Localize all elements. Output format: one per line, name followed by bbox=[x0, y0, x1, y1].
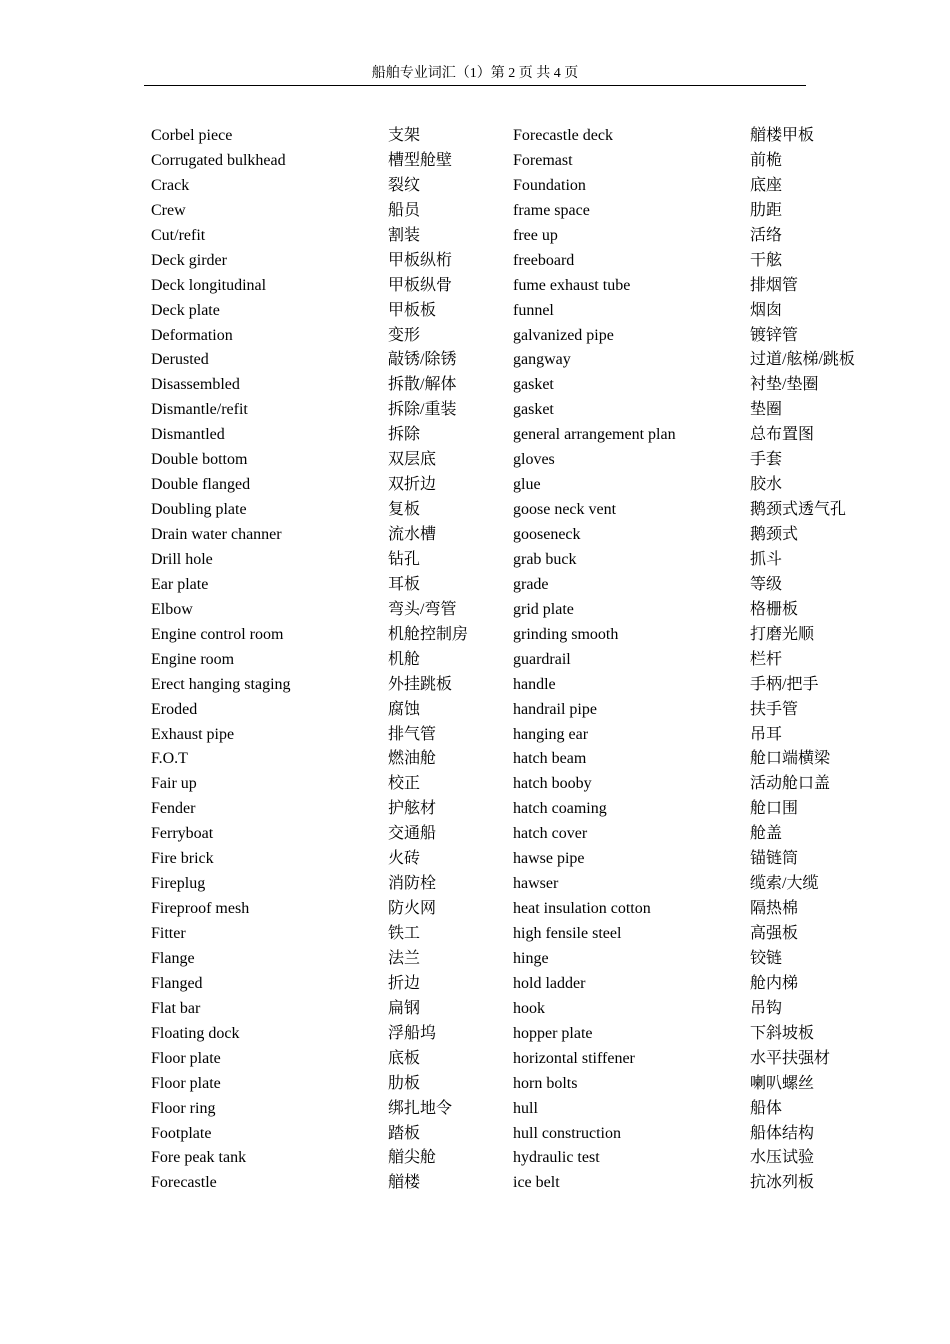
vocab-row bbox=[0, 897, 950, 922]
term-chinese-left: 流水槽 bbox=[388, 526, 437, 543]
term-english-left: Corrugated bulkhead bbox=[151, 151, 286, 169]
term-chinese-right: 栏杆 bbox=[750, 650, 783, 668]
term-english-right: hawser bbox=[513, 875, 559, 893]
term-english-left: Exhaust pipe bbox=[151, 725, 235, 743]
term-english-right: hanging ear bbox=[513, 725, 589, 743]
term-english-left: Crack bbox=[151, 176, 190, 194]
vocab-row bbox=[0, 1022, 950, 1047]
term-chinese-left: 艏楼 bbox=[388, 1174, 421, 1192]
term-english-left: Drain water channer bbox=[151, 526, 282, 543]
term-chinese-right: 铰链 bbox=[750, 949, 783, 967]
term-chinese-right: 扶手管 bbox=[750, 700, 799, 718]
vocab-row bbox=[0, 523, 950, 548]
term-chinese-left: 支架 bbox=[388, 127, 421, 144]
term-english-right: grab buck bbox=[513, 550, 577, 568]
term-english-left: Engine control room bbox=[151, 625, 284, 643]
vocab-row bbox=[0, 997, 950, 1022]
term-chinese-left: 踏板 bbox=[388, 1124, 421, 1142]
vocab-row bbox=[0, 423, 950, 448]
vocab-row bbox=[0, 448, 950, 473]
term-english-right: horizontal stiffener bbox=[513, 1049, 635, 1067]
term-english-left: Double flanged bbox=[151, 476, 251, 494]
term-english-right: high fensile steel bbox=[513, 925, 622, 942]
term-english-right: hull construction bbox=[513, 1124, 621, 1142]
term-english-left: Deck girder bbox=[151, 251, 227, 269]
term-english-left: Fore peak tank bbox=[151, 1149, 247, 1167]
term-chinese-left: 机舱控制房 bbox=[388, 625, 469, 643]
term-chinese-right: 活动舱口盖 bbox=[750, 775, 831, 793]
term-english-right: guardrail bbox=[513, 650, 571, 668]
term-english-right: glue bbox=[513, 476, 541, 494]
term-chinese-right: 活络 bbox=[750, 226, 783, 244]
vocab-row bbox=[0, 747, 950, 772]
term-english-left: Elbow bbox=[151, 600, 193, 618]
vocab-row bbox=[0, 124, 950, 149]
vocab-row bbox=[0, 797, 950, 822]
term-chinese-right: 垫圈 bbox=[750, 401, 783, 419]
term-english-left: Flanged bbox=[151, 974, 203, 992]
term-english-right: general arrangement plan bbox=[513, 426, 676, 444]
term-english-left: Floating dock bbox=[151, 1024, 240, 1042]
term-english-left: Fair up bbox=[151, 775, 197, 793]
vocab-row bbox=[0, 224, 950, 249]
term-english-right: frame space bbox=[513, 201, 590, 219]
term-english-left: Deformation bbox=[151, 326, 233, 344]
term-chinese-left: 甲板纵桁 bbox=[388, 251, 453, 269]
term-chinese-left: 甲板纵骨 bbox=[388, 276, 453, 294]
term-chinese-right: 抗冰列板 bbox=[750, 1174, 815, 1192]
term-english-left: Flat bar bbox=[151, 999, 201, 1017]
vocab-row bbox=[0, 199, 950, 224]
term-chinese-left: 法兰 bbox=[388, 949, 421, 967]
term-chinese-left: 钻孔 bbox=[388, 550, 421, 568]
term-chinese-right: 干舷 bbox=[750, 251, 783, 269]
term-english-right: galvanized pipe bbox=[513, 326, 614, 344]
term-chinese-left: 绑扎地令 bbox=[388, 1099, 453, 1117]
term-english-left: Dismantle/refit bbox=[151, 401, 248, 419]
vocab-row bbox=[0, 274, 950, 299]
term-chinese-right: 舱口围 bbox=[750, 800, 799, 818]
vocab-row bbox=[0, 673, 950, 698]
term-chinese-left: 变形 bbox=[388, 326, 421, 344]
term-english-left: Doubling plate bbox=[151, 501, 247, 519]
term-english-right: funnel bbox=[513, 301, 554, 319]
vocab-row bbox=[0, 548, 950, 573]
term-chinese-right: 排烟管 bbox=[750, 276, 799, 294]
term-english-right: heat insulation cotton bbox=[513, 900, 651, 918]
term-english-left: Eroded bbox=[151, 700, 198, 718]
term-chinese-right: 鹅颈式 bbox=[750, 526, 799, 543]
vocab-row bbox=[0, 473, 950, 498]
term-english-left: Double bottom bbox=[151, 451, 248, 469]
term-english-right: gooseneck bbox=[513, 526, 581, 543]
term-chinese-right: 船体 bbox=[750, 1099, 783, 1117]
term-chinese-right: 隔热棉 bbox=[750, 900, 799, 918]
vocab-row bbox=[0, 623, 950, 648]
vocab-row bbox=[0, 847, 950, 872]
term-english-left: Derusted bbox=[151, 351, 209, 369]
term-english-right: grade bbox=[513, 575, 549, 593]
term-english-left: Crew bbox=[151, 201, 186, 219]
vocab-row bbox=[0, 723, 950, 748]
term-english-right: hatch cover bbox=[513, 825, 588, 843]
term-english-right: gasket bbox=[513, 376, 554, 394]
term-chinese-right: 肋距 bbox=[750, 201, 783, 219]
term-english-left: Ear plate bbox=[151, 575, 209, 593]
term-english-right: gasket bbox=[513, 401, 554, 419]
term-chinese-left: 拆散/解体 bbox=[388, 376, 457, 394]
term-english-right: hatch coaming bbox=[513, 800, 607, 818]
term-chinese-right: 手套 bbox=[750, 451, 783, 469]
term-chinese-right: 手柄/把手 bbox=[750, 675, 819, 693]
vocab-row bbox=[0, 972, 950, 997]
term-chinese-left: 槽型舱壁 bbox=[388, 151, 453, 169]
term-english-right: horn bolts bbox=[513, 1074, 578, 1092]
term-chinese-left: 裂纹 bbox=[388, 176, 421, 194]
vocab-row bbox=[0, 772, 950, 797]
term-chinese-left: 甲板板 bbox=[388, 301, 437, 319]
vocab-row bbox=[0, 174, 950, 199]
vocab-row bbox=[0, 1097, 950, 1122]
term-chinese-right: 舱盖 bbox=[750, 825, 783, 843]
term-english-right: handle bbox=[513, 675, 556, 693]
term-english-right: hold ladder bbox=[513, 974, 586, 992]
term-chinese-left: 割装 bbox=[388, 226, 421, 244]
term-english-left: Ferryboat bbox=[151, 825, 214, 843]
term-english-right: ice belt bbox=[513, 1174, 560, 1192]
term-chinese-left: 燃油舱 bbox=[388, 750, 437, 768]
term-chinese-right: 鹅颈式透气孔 bbox=[750, 501, 847, 519]
term-chinese-left: 护舷材 bbox=[388, 800, 437, 818]
term-english-right: hull bbox=[513, 1099, 538, 1117]
term-chinese-right: 打磨光顺 bbox=[750, 625, 815, 643]
term-english-left: Fire brick bbox=[151, 850, 214, 868]
term-chinese-right: 总布置图 bbox=[750, 426, 815, 444]
term-english-left: Forecastle bbox=[151, 1174, 217, 1192]
vocab-row bbox=[0, 822, 950, 847]
term-chinese-left: 外挂跳板 bbox=[388, 675, 453, 693]
vocab-row bbox=[0, 1072, 950, 1097]
term-chinese-right: 缆索/大缆 bbox=[750, 875, 819, 893]
term-chinese-right: 船体结构 bbox=[750, 1124, 815, 1142]
term-english-right: fume exhaust tube bbox=[513, 276, 631, 294]
term-chinese-left: 排气管 bbox=[388, 725, 437, 743]
term-english-right: hydraulic test bbox=[513, 1149, 600, 1167]
term-english-right: grid plate bbox=[513, 600, 574, 618]
vocab-row bbox=[0, 324, 950, 349]
vocab-row bbox=[0, 648, 950, 673]
vocab-row bbox=[0, 872, 950, 897]
term-english-right: Foundation bbox=[513, 176, 586, 194]
vocab-row bbox=[0, 299, 950, 324]
term-chinese-right: 水平扶强材 bbox=[750, 1049, 831, 1067]
term-chinese-right: 底座 bbox=[750, 176, 783, 194]
term-english-right: Foremast bbox=[513, 151, 573, 169]
term-chinese-left: 火砖 bbox=[388, 850, 421, 868]
term-english-right: hook bbox=[513, 999, 545, 1017]
term-chinese-left: 扁钢 bbox=[388, 999, 421, 1017]
vocab-row bbox=[0, 1122, 950, 1147]
term-chinese-right: 吊耳 bbox=[750, 725, 783, 743]
term-english-left: Floor plate bbox=[151, 1074, 221, 1092]
term-english-right: goose neck vent bbox=[513, 501, 617, 519]
term-chinese-right: 衬垫/垫圈 bbox=[750, 376, 819, 394]
header-divider bbox=[144, 85, 806, 86]
term-english-left: Engine room bbox=[151, 650, 235, 668]
term-chinese-right: 吊钩 bbox=[750, 999, 783, 1017]
vocab-row bbox=[0, 373, 950, 398]
term-chinese-left: 机舱 bbox=[388, 650, 421, 668]
term-english-right: hatch beam bbox=[513, 750, 587, 768]
term-chinese-right: 等级 bbox=[750, 575, 783, 593]
term-chinese-left: 弯头/弯管 bbox=[388, 600, 457, 618]
vocab-row bbox=[0, 698, 950, 723]
term-chinese-right: 镀锌管 bbox=[750, 326, 799, 344]
term-chinese-left: 艏尖舱 bbox=[388, 1149, 437, 1167]
term-english-right: freeboard bbox=[513, 251, 575, 269]
vocab-row bbox=[0, 947, 950, 972]
term-english-left: Disassembled bbox=[151, 376, 240, 394]
term-chinese-right: 胶水 bbox=[750, 476, 783, 494]
vocab-row bbox=[0, 348, 950, 373]
term-chinese-left: 耳板 bbox=[388, 575, 421, 593]
term-english-left: Flange bbox=[151, 949, 195, 967]
vocab-row bbox=[0, 249, 950, 274]
term-chinese-left: 防火网 bbox=[388, 900, 437, 918]
term-english-left: Fireplug bbox=[151, 875, 206, 893]
term-english-right: free up bbox=[513, 226, 558, 244]
term-chinese-left: 交通船 bbox=[388, 825, 437, 843]
term-chinese-right: 过道/舷梯/跳板 bbox=[750, 351, 855, 369]
term-chinese-right: 水压试验 bbox=[750, 1149, 815, 1167]
term-english-left: Floor ring bbox=[151, 1099, 216, 1117]
term-english-right: hatch booby bbox=[513, 775, 592, 793]
vocabulary-list bbox=[0, 124, 950, 1196]
vocab-row bbox=[0, 598, 950, 623]
term-english-left: Fireproof mesh bbox=[151, 900, 250, 918]
term-english-left: Corbel piece bbox=[151, 127, 233, 144]
term-english-left: Dismantled bbox=[151, 426, 225, 444]
vocab-row bbox=[0, 1047, 950, 1072]
term-english-right: hinge bbox=[513, 949, 549, 967]
term-english-left: F.O.T bbox=[151, 750, 188, 768]
term-chinese-right: 舱口端横梁 bbox=[750, 750, 831, 768]
term-chinese-right: 锚链筒 bbox=[750, 850, 799, 868]
term-chinese-left: 拆除 bbox=[388, 426, 421, 444]
vocab-row bbox=[0, 149, 950, 174]
term-english-left: Drill hole bbox=[151, 550, 213, 568]
term-chinese-right: 高强板 bbox=[750, 925, 799, 942]
term-english-left: Cut/refit bbox=[151, 226, 206, 244]
term-english-left: Deck longitudinal bbox=[151, 276, 267, 294]
page-header: 船舶专业词汇（1）第 2 页 共 4 页 bbox=[371, 66, 579, 81]
vocab-row bbox=[0, 1171, 950, 1196]
term-english-right: grinding smooth bbox=[513, 625, 619, 643]
term-chinese-left: 双折边 bbox=[388, 476, 437, 494]
vocab-row bbox=[0, 498, 950, 523]
vocab-row bbox=[0, 573, 950, 598]
term-chinese-left: 折边 bbox=[388, 974, 421, 992]
term-chinese-left: 船员 bbox=[388, 201, 421, 219]
term-chinese-left: 消防栓 bbox=[388, 875, 437, 893]
term-english-left: Fitter bbox=[151, 925, 186, 942]
term-english-right: Forecastle deck bbox=[513, 127, 613, 144]
term-english-left: Deck plate bbox=[151, 301, 220, 319]
term-english-right: gloves bbox=[513, 451, 555, 469]
term-chinese-left: 复板 bbox=[388, 501, 421, 519]
term-chinese-right: 下斜坡板 bbox=[750, 1024, 815, 1042]
term-chinese-left: 浮船坞 bbox=[388, 1024, 437, 1042]
term-chinese-right: 格栅板 bbox=[750, 600, 799, 618]
term-english-right: hawse pipe bbox=[513, 850, 585, 868]
term-chinese-right: 舱内梯 bbox=[750, 974, 799, 992]
term-english-left: Fender bbox=[151, 800, 196, 818]
term-english-right: hopper plate bbox=[513, 1024, 593, 1042]
vocab-row bbox=[0, 398, 950, 423]
term-chinese-left: 腐蚀 bbox=[388, 700, 421, 718]
term-chinese-left: 双层底 bbox=[388, 451, 437, 469]
term-chinese-left: 肋板 bbox=[388, 1074, 421, 1092]
term-chinese-right: 喇叭螺丝 bbox=[750, 1074, 815, 1092]
term-chinese-left: 拆除/重装 bbox=[388, 401, 457, 419]
term-chinese-left: 铁工 bbox=[388, 925, 421, 942]
term-chinese-right: 艏楼甲板 bbox=[750, 127, 815, 144]
term-english-left: Footplate bbox=[151, 1124, 212, 1142]
term-chinese-right: 抓斗 bbox=[750, 550, 783, 568]
vocab-row bbox=[0, 922, 950, 947]
term-english-right: handrail pipe bbox=[513, 700, 597, 718]
term-chinese-right: 前桅 bbox=[750, 151, 783, 169]
term-chinese-left: 校正 bbox=[388, 775, 421, 793]
term-english-left: Floor plate bbox=[151, 1049, 221, 1067]
term-chinese-left: 底板 bbox=[388, 1049, 421, 1067]
vocab-row bbox=[0, 1146, 950, 1171]
term-chinese-right: 烟囱 bbox=[750, 301, 783, 319]
term-english-left: Erect hanging staging bbox=[151, 675, 291, 693]
term-chinese-left: 敲锈/除锈 bbox=[388, 351, 457, 369]
term-english-right: gangway bbox=[513, 351, 571, 369]
